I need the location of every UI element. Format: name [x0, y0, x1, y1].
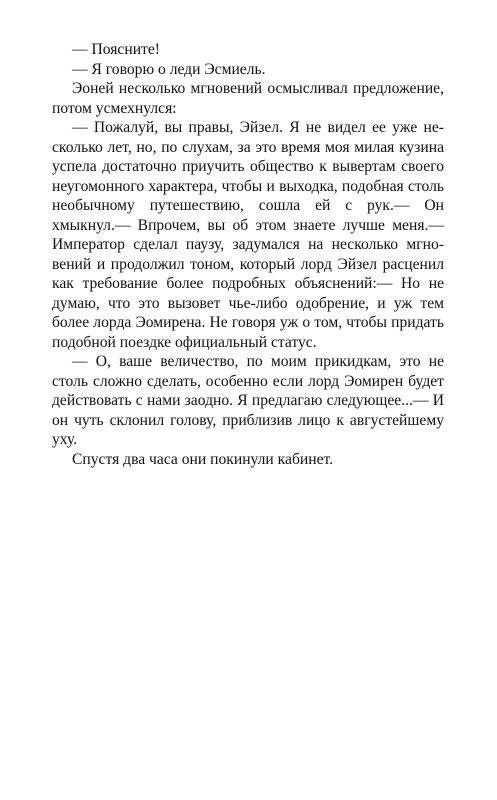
book-page: [52, 40, 444, 469]
paragraph: Эоней несколько мгновений осмысливал предложение, потом усмехнулся:: [52, 80, 444, 117]
paragraph: — Пожалуй, вы правы, Эйзел. Я не видел ее уже несколько лет, но, по слухам, за это время моя милая кузина успела достаточно приучить общество к вывертам своего неугомонного характера, чтобы и выходка, подобная столь необычному путешествию, сошла ей с рук.— Он хмыкнул.— Впрочем, вы об этом знаете лучше меня.— Император сделал паузу, задумался на несколько мгновений и продолжил тоном, который лорд Эйзел расценил как требование более подробных объяснений:— Но не думаю, что это вызовет чье-либо одобрение, и уж тем более лорда Эомирена. Не говоря уж о том, чтобы придать подобной поездке официальный статус.: [52, 119, 444, 351]
paragraph: Спустя два часа они покинули кабинет.: [72, 450, 334, 468]
paragraph: — Я говорю о леди Эсмиель.: [72, 60, 266, 78]
paragraph: — Поясните!: [72, 41, 160, 58]
paragraph: — О, ваше величество, по моим прикидкам, это не столь сложно сделать, особенно если лорд Эомирен будет действовать с нами заодно. Я предлагаю следующее...— И он чуть склонил голову, приблизив лицо к августейшему уху.: [52, 353, 444, 448]
